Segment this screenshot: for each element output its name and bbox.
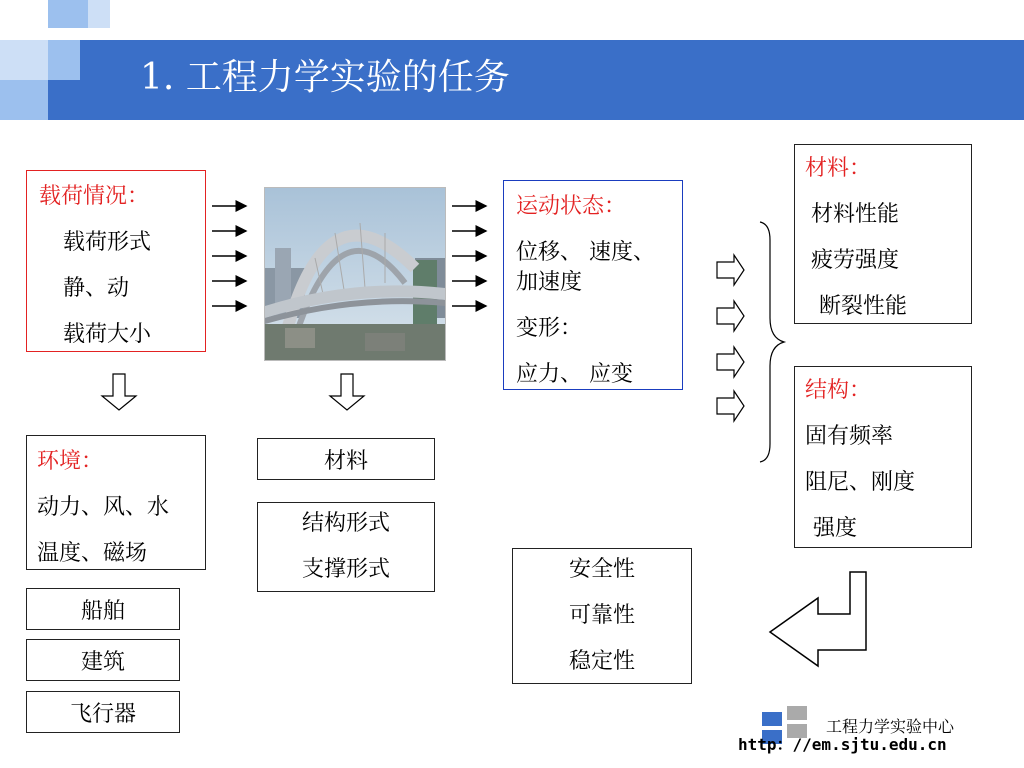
right-arrow-icon [717, 347, 744, 377]
environment-item: 动力、风、水 [37, 495, 170, 520]
safety-item: 安全性 [568, 557, 635, 582]
application-label: 建筑 [80, 649, 125, 675]
structure-item: 阻尼、刚度 [805, 470, 916, 495]
motion-line: 位移、 速度、 [516, 240, 655, 265]
structure-form-item: 结构形式 [301, 511, 390, 536]
motion-line: 加速度 [516, 270, 583, 295]
right-arrow-icon [717, 255, 744, 285]
structure-heading: 结构： [805, 378, 872, 403]
bent-arrow-icon [770, 572, 866, 666]
environment-item: 温度、磁场 [37, 541, 148, 566]
motion-line: 变形： [516, 316, 583, 341]
material-item: 材料性能 [811, 202, 900, 227]
motion-line: 应力、 应变 [516, 362, 633, 387]
material-item: 疲劳强度 [811, 248, 900, 273]
load-item: 静、动 [63, 276, 130, 301]
material-heading: 材料： [805, 156, 872, 181]
down-arrow-icon [102, 374, 136, 410]
application-label: 飞行器 [69, 701, 136, 727]
output-arrows [452, 206, 486, 306]
safety-item: 稳定性 [568, 649, 635, 674]
brace-connector [760, 222, 784, 462]
structure-form-item: 支撑形式 [301, 557, 390, 582]
down-arrow-icon [330, 374, 364, 410]
material-label: 材料 [323, 448, 368, 474]
motion-heading: 运动状态： [516, 194, 627, 219]
environment-heading: 环境： [37, 449, 104, 474]
right-arrow-icon [717, 301, 744, 331]
footer-url[interactable]: http：//em.sjtu.edu.cn [738, 735, 947, 754]
safety-item: 可靠性 [568, 603, 635, 628]
load-heading: 载荷情况： [39, 184, 150, 209]
structure-item: 固有频率 [805, 424, 894, 449]
slide-title: 1. 工程力学实验的任务 [140, 57, 510, 98]
right-arrow-icon [717, 391, 744, 421]
application-label: 船舶 [80, 598, 125, 624]
input-arrows [212, 206, 246, 306]
structure-item: 强度 [813, 516, 858, 541]
footer-center-name: 工程力学实验中心 [826, 717, 955, 736]
load-item: 载荷形式 [63, 230, 152, 255]
load-item: 载荷大小 [63, 322, 152, 347]
material-item: 断裂性能 [819, 294, 908, 319]
